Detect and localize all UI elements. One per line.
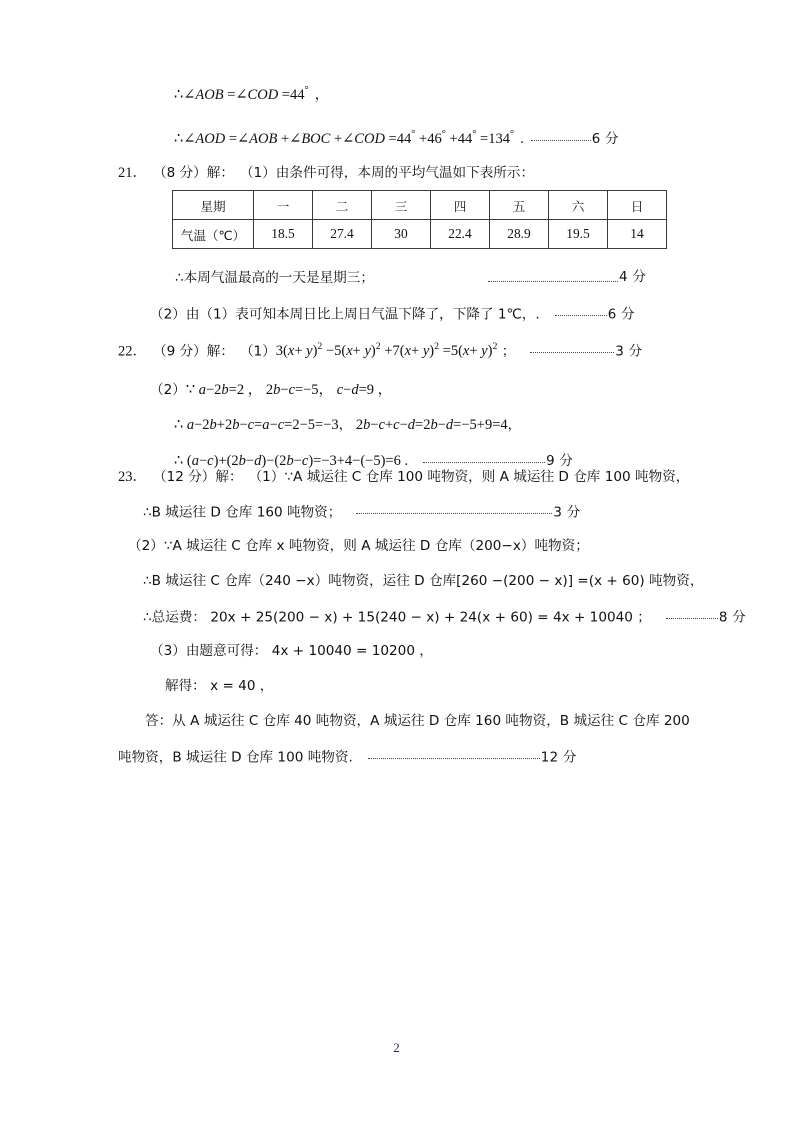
- table-cell-day-3: 三: [372, 191, 431, 220]
- q21-heading: [118, 166, 534, 181]
- score-3-fen: 3 分: [615, 344, 643, 360]
- dotted-leader: [423, 453, 545, 463]
- q22-points: （9 分）: [153, 343, 207, 360]
- therefore-symbol: ∴: [174, 130, 184, 147]
- table-cell-day-1: 一: [254, 191, 313, 220]
- q23-solve: 解：: [215, 469, 243, 485]
- q22-part1-label: （1）: [239, 343, 276, 360]
- q23-part2-line3: [143, 610, 746, 625]
- score-4-fen: 4 分: [619, 269, 647, 285]
- q23-part2-line2-text: ∴B 城运往 C 仓库（240 −x）吨物资，运往 D 仓库[260 −(200 − x)] =(x + 60) 吨物资，: [143, 573, 704, 589]
- q23-answer-line1-text: 答：从 A 城运往 C 仓库 40 吨物资，A 城运往 D 仓库 160 吨物资，B 城运往 C 仓库 200: [145, 713, 690, 729]
- q22-line4: ∴ (a−c)+(2b−d)−(2b−c)=−3+4−(−5)=6 . 9 分: [174, 452, 574, 469]
- q21-part1-label: （1）: [239, 165, 276, 181]
- q21-conclusion-leader: [487, 269, 647, 287]
- q21-solve: 解：: [206, 165, 234, 181]
- q23-part3-solve: [165, 680, 273, 694]
- score-12-fen: 12 分: [540, 750, 577, 766]
- table-cell-temp-3: 30: [372, 220, 431, 249]
- q23-part1-text: ∵A 城运往 C 仓库 100 吨物资，则 A 城运往 D 仓库 100 吨物资，: [284, 469, 690, 485]
- q21-part2: [150, 307, 635, 322]
- score-6-fen: 6 分: [607, 307, 635, 323]
- q23-answer-line2: [118, 750, 577, 765]
- q23-number: 23．: [118, 469, 147, 485]
- q22-solve: 解：: [206, 343, 234, 360]
- q23-heading: [118, 470, 689, 485]
- table-header-weekday: 星期: [173, 191, 254, 220]
- q23-points: （12 分）: [153, 469, 216, 485]
- table-cell-temp-4: 22.4: [431, 220, 490, 249]
- q23-part3-label: （3）: [150, 643, 186, 659]
- q23-part1-line2: [143, 505, 580, 520]
- score-9-fen: 9 分: [546, 453, 574, 469]
- table-header-temperature: 气温（℃）: [173, 220, 254, 249]
- q21-conclusion-text: ∴本周气温最高的一天是星期三；: [175, 270, 374, 286]
- table-cell-day-5: 五: [490, 191, 549, 220]
- q22-part1-expr: $3(x+ y)^2 -5(x+ y)^2 +7(x+ y)^2 =5(x+ y)^2$: [275, 341, 498, 360]
- therefore-symbol: ∴: [174, 87, 184, 103]
- score-8-fen: 8 分: [718, 610, 746, 626]
- q23-part3: [150, 645, 433, 659]
- q23-part2-line3-text: ∴总运费： 20x + 25(200 − x) + 15(240 − x) + 24(x + 60) = 4x + 10040 ；: [143, 609, 651, 626]
- q20-line-aod-sum: ∴∠AOD =∠AOB +∠BOC +∠COD =44° +46° +44° =134° . 6 分: [174, 129, 619, 147]
- table-cell-day-7: 日: [608, 191, 667, 220]
- q21-points: （8 分）: [153, 165, 207, 181]
- page-number: 2: [393, 1040, 400, 1055]
- table-cell-temp-6: 19.5: [549, 220, 608, 249]
- table-cell-day-2: 二: [313, 191, 372, 220]
- q21-conclusion: [175, 272, 374, 286]
- dotted-leader: [666, 610, 718, 619]
- q22-part2-given: （2）∵ a−2b=2 ， 2b−c=−5， c−d=9 ，: [150, 382, 393, 398]
- q23-answer-line2-text: 吨物资，B 城运往 D 仓库 100 吨物资.: [118, 749, 353, 766]
- table-row-temps: [173, 220, 667, 249]
- q21-part1-text: 由条件可得，本周的平均气温如下表所示：: [275, 165, 535, 181]
- q20-line-aob-cod: ∴∠AOB =∠COD =44° ，: [174, 85, 330, 103]
- q21-part2-text: 由（1）表可知本周日比上周日气温下降了，下降了 1℃，.: [185, 306, 540, 323]
- q23-part3-solve-text: 解得： x = 40 ，: [165, 678, 274, 694]
- q23-part2-label: （2）: [128, 538, 164, 554]
- angle-aod: ∠AOD: [183, 130, 226, 147]
- q23-part3-text: 由题意可得： 4x + 10040 = 10200 ，: [185, 643, 433, 659]
- dotted-leader: [356, 505, 552, 514]
- q22-part2-label: （2）: [150, 382, 186, 398]
- q23-part2: [128, 540, 589, 554]
- angle-cod: ∠COD: [235, 87, 279, 103]
- dotted-leader: [531, 131, 591, 141]
- q22-number: 22．: [118, 343, 147, 360]
- temperature-table-wrap: [172, 190, 667, 249]
- table-cell-day-6: 六: [549, 191, 608, 220]
- q23-part1-label: （1）: [248, 469, 285, 485]
- table-cell-temp-2: 27.4: [313, 220, 372, 249]
- temperature-table: [172, 190, 667, 249]
- q23-part2-text: ∵A 城运往 C 仓库 x 吨物资，则 A 城运往 D 仓库（200−x）吨物资；: [163, 538, 589, 554]
- q22-heading: 22． （9 分）解： $(1)3(x+ y)^2 -5(x+ y)^2 +7(x+ y)^2 =5(x+ y)^2$ ； 3 分: [118, 341, 643, 360]
- q23-answer-line1: [145, 715, 690, 729]
- table-cell-day-4: 四: [431, 191, 490, 220]
- dotted-leader: [555, 307, 607, 316]
- q21-number: 21．: [118, 165, 147, 181]
- table-cell-temp-1: 18.5: [254, 220, 313, 249]
- q22-line3: ∴ a−2b+2b−c=a−c=2−5=−3， 2b−c+c−d=2b−d=−5+9=4，: [174, 417, 522, 433]
- table-row-days: [173, 191, 667, 220]
- dotted-leader: [368, 750, 540, 759]
- q21-part2-label: （2）: [150, 306, 186, 323]
- table-cell-temp-7: 14: [608, 220, 667, 249]
- q23-part2-line2: [143, 575, 703, 589]
- angle-aob: ∠AOB: [183, 87, 224, 103]
- score-6-fen: 6 分: [591, 131, 619, 147]
- q23-part1-line2-text: ∴B 城运往 D 仓库 160 吨物资；: [143, 504, 342, 521]
- dotted-leader: [488, 272, 618, 282]
- score-3-fen: 3 分: [553, 505, 581, 521]
- table-cell-temp-5: 28.9: [490, 220, 549, 249]
- dotted-leader: [530, 344, 614, 353]
